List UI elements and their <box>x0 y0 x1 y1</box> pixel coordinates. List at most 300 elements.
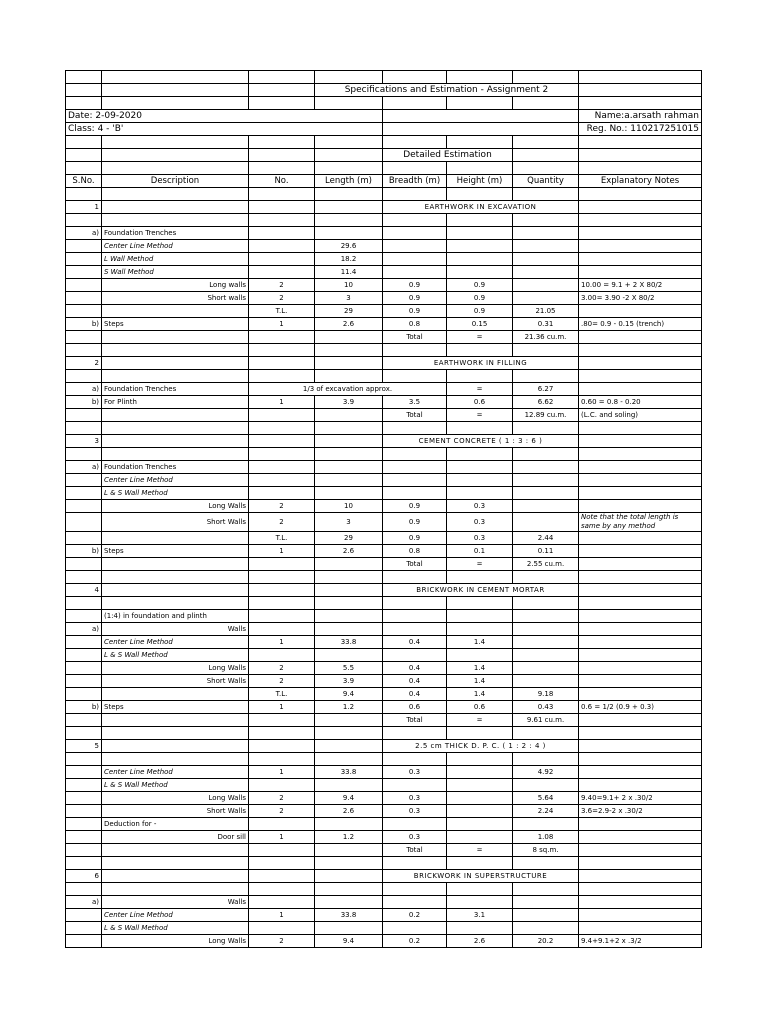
table-cell[interactable]: a) <box>66 461 102 474</box>
table-cell[interactable] <box>447 610 513 623</box>
table-cell[interactable] <box>66 935 102 948</box>
table-cell[interactable] <box>513 422 579 435</box>
table-cell[interactable] <box>579 636 702 649</box>
table-cell[interactable]: 2.55 cu.m. <box>513 558 579 571</box>
table-cell[interactable]: 10.00 = 9.1 + 2 X 80/2 <box>579 279 702 292</box>
table-cell[interactable] <box>383 240 447 253</box>
table-cell[interactable]: L & S Wall Method <box>102 649 249 662</box>
table-cell[interactable]: Walls <box>102 896 249 909</box>
table-cell[interactable] <box>315 896 383 909</box>
table-cell[interactable]: Center Line Method <box>102 636 249 649</box>
table-cell[interactable] <box>66 831 102 844</box>
table-cell[interactable] <box>447 266 513 279</box>
table-cell[interactable] <box>66 487 102 500</box>
explanatory-note[interactable]: Note that the total length is same by any method <box>579 513 702 532</box>
table-cell[interactable] <box>447 448 513 461</box>
table-cell[interactable] <box>102 597 249 610</box>
table-cell[interactable]: 0.4 <box>383 662 447 675</box>
table-cell[interactable] <box>513 253 579 266</box>
table-cell[interactable]: 4.92 <box>513 766 579 779</box>
table-cell[interactable] <box>447 922 513 935</box>
table-cell[interactable] <box>579 818 702 831</box>
table-cell[interactable]: 0.6 <box>383 701 447 714</box>
table-cell[interactable] <box>249 422 315 435</box>
table-cell[interactable]: 0.6 <box>447 396 513 409</box>
table-cell[interactable]: 0.9 <box>383 292 447 305</box>
table-cell[interactable] <box>102 727 249 740</box>
table-cell[interactable]: L & S Wall Method <box>102 779 249 792</box>
table-cell[interactable] <box>447 370 513 383</box>
table-cell[interactable]: 0.6 <box>447 701 513 714</box>
table-cell[interactable] <box>513 883 579 896</box>
table-cell[interactable] <box>66 909 102 922</box>
table-cell[interactable] <box>102 714 249 727</box>
table-cell[interactable] <box>383 370 447 383</box>
table-cell[interactable] <box>383 474 447 487</box>
table-cell[interactable]: Foundation Trenches <box>102 383 249 396</box>
table-cell[interactable] <box>383 461 447 474</box>
table-cell[interactable]: 1 <box>249 396 315 409</box>
table-cell[interactable] <box>579 584 702 597</box>
table-cell[interactable] <box>579 688 702 701</box>
table-cell[interactable]: .80= 0.9 - 0.15 (trench) <box>579 318 702 331</box>
table-cell[interactable] <box>447 597 513 610</box>
table-cell[interactable] <box>249 571 315 584</box>
table-cell[interactable] <box>383 753 447 766</box>
table-cell[interactable] <box>513 370 579 383</box>
table-cell[interactable]: Walls <box>102 623 249 636</box>
table-cell[interactable]: 1.2 <box>315 701 383 714</box>
table-cell[interactable]: 0.3 <box>447 513 513 532</box>
table-cell[interactable] <box>315 922 383 935</box>
table-cell[interactable] <box>249 266 315 279</box>
table-cell[interactable] <box>447 422 513 435</box>
table-cell[interactable] <box>315 461 383 474</box>
table-cell[interactable] <box>315 201 383 214</box>
table-cell[interactable]: Total <box>383 558 447 571</box>
table-cell[interactable] <box>66 240 102 253</box>
table-cell[interactable] <box>66 714 102 727</box>
table-cell[interactable] <box>447 883 513 896</box>
table-cell[interactable]: 1.4 <box>447 662 513 675</box>
table-cell[interactable] <box>249 883 315 896</box>
table-cell[interactable]: 9.40=9.1+ 2 x .30/2 <box>579 792 702 805</box>
table-cell[interactable] <box>579 500 702 513</box>
table-cell[interactable] <box>249 779 315 792</box>
table-cell[interactable] <box>66 792 102 805</box>
table-cell[interactable] <box>513 610 579 623</box>
name-cell[interactable]: Name:a.arsath rahman <box>579 110 702 123</box>
table-cell[interactable]: 1 <box>66 201 102 214</box>
table-cell[interactable] <box>249 201 315 214</box>
table-cell[interactable]: 0.9 <box>383 279 447 292</box>
table-cell[interactable]: L Wall Method <box>102 253 249 266</box>
table-cell[interactable] <box>579 532 702 545</box>
table-cell[interactable] <box>447 779 513 792</box>
table-cell[interactable]: a) <box>66 227 102 240</box>
table-cell[interactable] <box>579 253 702 266</box>
table-cell[interactable]: 2.6 <box>447 935 513 948</box>
table-cell[interactable] <box>102 870 249 883</box>
table-cell[interactable]: 1 <box>249 909 315 922</box>
table-cell[interactable]: 11.4 <box>315 266 383 279</box>
table-cell[interactable]: 1 <box>249 831 315 844</box>
table-cell[interactable]: 2 <box>249 675 315 688</box>
header-breadth[interactable]: Breadth (m) <box>383 175 447 188</box>
sheet-title[interactable]: Specifications and Estimation - Assignment 2 <box>315 84 579 97</box>
table-cell[interactable] <box>579 227 702 240</box>
table-cell[interactable] <box>249 844 315 857</box>
table-cell[interactable] <box>579 305 702 318</box>
table-cell[interactable] <box>579 558 702 571</box>
table-cell[interactable]: Long Walls <box>102 500 249 513</box>
table-cell[interactable]: 12.89 cu.m. <box>513 409 579 422</box>
table-cell[interactable] <box>249 727 315 740</box>
table-cell[interactable] <box>249 740 315 753</box>
table-cell[interactable] <box>447 831 513 844</box>
table-cell[interactable]: b) <box>66 701 102 714</box>
table-cell[interactable] <box>447 253 513 266</box>
table-cell[interactable] <box>249 448 315 461</box>
table-cell[interactable]: = <box>447 331 513 344</box>
table-cell[interactable] <box>249 584 315 597</box>
table-cell[interactable]: 9.61 cu.m. <box>513 714 579 727</box>
table-cell[interactable]: 0.3 <box>383 831 447 844</box>
table-cell[interactable] <box>315 370 383 383</box>
table-cell[interactable] <box>383 597 447 610</box>
table-cell[interactable] <box>315 649 383 662</box>
table-cell[interactable] <box>315 623 383 636</box>
table-cell[interactable]: 29.6 <box>315 240 383 253</box>
table-cell[interactable]: 1/3 of excavation approx. <box>249 383 447 396</box>
table-cell[interactable] <box>315 487 383 500</box>
table-cell[interactable] <box>383 227 447 240</box>
table-cell[interactable] <box>579 844 702 857</box>
table-cell[interactable] <box>249 818 315 831</box>
table-cell[interactable] <box>383 344 447 357</box>
table-cell[interactable]: 0.9 <box>383 532 447 545</box>
table-cell[interactable] <box>66 448 102 461</box>
table-cell[interactable] <box>513 279 579 292</box>
table-cell[interactable] <box>383 896 447 909</box>
table-cell[interactable] <box>102 740 249 753</box>
table-cell[interactable] <box>66 844 102 857</box>
table-cell[interactable] <box>315 474 383 487</box>
table-cell[interactable] <box>102 331 249 344</box>
header-length[interactable]: Length (m) <box>315 175 383 188</box>
table-cell[interactable] <box>102 201 249 214</box>
table-cell[interactable]: 0.2 <box>383 935 447 948</box>
table-cell[interactable]: a) <box>66 623 102 636</box>
table-cell[interactable]: 0.3 <box>447 500 513 513</box>
table-cell[interactable] <box>249 870 315 883</box>
table-cell[interactable] <box>249 610 315 623</box>
table-cell[interactable] <box>513 292 579 305</box>
table-cell[interactable] <box>66 344 102 357</box>
table-cell[interactable] <box>66 474 102 487</box>
table-cell[interactable] <box>102 435 249 448</box>
table-cell[interactable] <box>513 240 579 253</box>
table-cell[interactable]: 0.4 <box>383 636 447 649</box>
table-cell[interactable]: Steps <box>102 318 249 331</box>
table-cell[interactable] <box>102 857 249 870</box>
table-cell[interactable] <box>249 370 315 383</box>
table-cell[interactable]: 3.6=2.9-2 x .30/2 <box>579 805 702 818</box>
table-cell[interactable]: 0.60 = 0.8 - 0.20 <box>579 396 702 409</box>
table-cell[interactable] <box>315 610 383 623</box>
table-cell[interactable]: Steps <box>102 545 249 558</box>
table-cell[interactable] <box>102 844 249 857</box>
table-cell[interactable] <box>315 818 383 831</box>
table-cell[interactable]: 0.8 <box>383 545 447 558</box>
table-cell[interactable] <box>249 922 315 935</box>
table-cell[interactable] <box>513 753 579 766</box>
table-cell[interactable]: = <box>447 558 513 571</box>
table-cell[interactable]: 9.4 <box>315 935 383 948</box>
table-cell[interactable] <box>579 623 702 636</box>
table-cell[interactable] <box>579 461 702 474</box>
header-notes[interactable]: Explanatory Notes <box>579 175 702 188</box>
table-cell[interactable] <box>579 266 702 279</box>
table-cell[interactable]: Center Line Method <box>102 240 249 253</box>
table-cell[interactable]: 0.9 <box>383 305 447 318</box>
table-cell[interactable]: Center Line Method <box>102 474 249 487</box>
table-cell[interactable] <box>315 857 383 870</box>
table-cell[interactable]: 0.9 <box>383 513 447 532</box>
sheet-subtitle[interactable]: Detailed Estimation <box>383 149 513 162</box>
table-cell[interactable] <box>66 532 102 545</box>
table-cell[interactable] <box>579 857 702 870</box>
table-cell[interactable] <box>579 675 702 688</box>
table-cell[interactable]: 2 <box>249 662 315 675</box>
table-cell[interactable]: Foundation Trenches <box>102 461 249 474</box>
table-cell[interactable] <box>102 370 249 383</box>
table-cell[interactable] <box>102 357 249 370</box>
table-cell[interactable] <box>315 435 383 448</box>
table-cell[interactable] <box>66 883 102 896</box>
table-cell[interactable]: = <box>447 409 513 422</box>
table-cell[interactable]: 0.4 <box>383 688 447 701</box>
table-cell[interactable] <box>66 266 102 279</box>
table-cell[interactable] <box>66 922 102 935</box>
table-cell[interactable] <box>383 253 447 266</box>
table-cell[interactable] <box>249 623 315 636</box>
table-cell[interactable] <box>579 545 702 558</box>
table-cell[interactable]: S Wall Method <box>102 266 249 279</box>
table-cell[interactable]: 33.8 <box>315 636 383 649</box>
table-cell[interactable]: 3.5 <box>383 396 447 409</box>
table-cell[interactable] <box>447 818 513 831</box>
table-cell[interactable] <box>315 870 383 883</box>
table-cell[interactable] <box>447 766 513 779</box>
table-cell[interactable]: 2.24 <box>513 805 579 818</box>
table-cell[interactable] <box>66 500 102 513</box>
table-cell[interactable] <box>249 344 315 357</box>
table-cell[interactable] <box>66 279 102 292</box>
table-cell[interactable] <box>579 753 702 766</box>
table-cell[interactable]: 6.27 <box>513 383 579 396</box>
table-cell[interactable] <box>383 487 447 500</box>
table-cell[interactable]: (1:4) in foundation and plinth <box>102 610 249 623</box>
table-cell[interactable] <box>249 597 315 610</box>
table-cell[interactable] <box>315 844 383 857</box>
table-cell[interactable]: 0.3 <box>383 805 447 818</box>
table-cell[interactable] <box>249 461 315 474</box>
table-cell[interactable]: Short walls <box>102 292 249 305</box>
table-cell[interactable] <box>513 344 579 357</box>
table-cell[interactable] <box>315 409 383 422</box>
table-cell[interactable] <box>66 727 102 740</box>
table-cell[interactable] <box>66 331 102 344</box>
table-cell[interactable] <box>66 370 102 383</box>
table-cell[interactable] <box>447 487 513 500</box>
table-cell[interactable] <box>579 740 702 753</box>
table-cell[interactable] <box>315 714 383 727</box>
table-cell[interactable] <box>102 688 249 701</box>
table-cell[interactable]: 1 <box>249 318 315 331</box>
section-title[interactable]: EARTHWORK IN EXCAVATION <box>383 201 579 214</box>
table-cell[interactable] <box>249 409 315 422</box>
table-cell[interactable] <box>579 435 702 448</box>
table-cell[interactable] <box>315 227 383 240</box>
table-cell[interactable] <box>447 727 513 740</box>
table-cell[interactable]: Long walls <box>102 279 249 292</box>
table-cell[interactable] <box>66 571 102 584</box>
table-cell[interactable]: 1 <box>249 766 315 779</box>
table-cell[interactable] <box>249 753 315 766</box>
table-cell[interactable] <box>315 448 383 461</box>
table-cell[interactable] <box>447 344 513 357</box>
table-cell[interactable]: 6 <box>66 870 102 883</box>
table-cell[interactable] <box>66 857 102 870</box>
table-cell[interactable]: Deduction for - <box>102 818 249 831</box>
table-cell[interactable] <box>249 240 315 253</box>
table-cell[interactable]: 2 <box>249 292 315 305</box>
table-cell[interactable] <box>315 597 383 610</box>
header-description[interactable]: Description <box>102 175 249 188</box>
table-cell[interactable] <box>447 792 513 805</box>
table-cell[interactable] <box>249 558 315 571</box>
table-cell[interactable] <box>383 857 447 870</box>
table-cell[interactable] <box>579 779 702 792</box>
table-cell[interactable]: For Plinth <box>102 396 249 409</box>
table-cell[interactable] <box>513 896 579 909</box>
table-cell[interactable]: 1 <box>249 545 315 558</box>
table-cell[interactable] <box>315 753 383 766</box>
table-cell[interactable]: 18.2 <box>315 253 383 266</box>
table-cell[interactable]: 0.4 <box>383 675 447 688</box>
table-cell[interactable]: 3 <box>66 435 102 448</box>
table-cell[interactable] <box>102 571 249 584</box>
table-cell[interactable] <box>315 584 383 597</box>
table-cell[interactable] <box>513 597 579 610</box>
table-cell[interactable]: Total <box>383 331 447 344</box>
table-cell[interactable]: 29 <box>315 532 383 545</box>
table-cell[interactable] <box>513 909 579 922</box>
table-cell[interactable]: Long Walls <box>102 792 249 805</box>
table-cell[interactable] <box>579 448 702 461</box>
section-title[interactable]: 2.5 cm THICK D. P. C. ( 1 : 2 : 4 ) <box>383 740 579 753</box>
table-cell[interactable]: (L.C. and soling) <box>579 409 702 422</box>
table-cell[interactable]: b) <box>66 545 102 558</box>
table-cell[interactable] <box>513 636 579 649</box>
table-cell[interactable]: 2 <box>249 935 315 948</box>
table-cell[interactable] <box>383 448 447 461</box>
table-cell[interactable] <box>579 487 702 500</box>
table-cell[interactable] <box>579 422 702 435</box>
table-cell[interactable] <box>249 714 315 727</box>
table-cell[interactable] <box>513 214 579 227</box>
table-cell[interactable]: 3.9 <box>315 675 383 688</box>
table-cell[interactable]: 0.6 = 1/2 (0.9 + 0.3) <box>579 701 702 714</box>
table-cell[interactable]: 0.31 <box>513 318 579 331</box>
table-cell[interactable] <box>102 305 249 318</box>
table-cell[interactable]: a) <box>66 383 102 396</box>
table-cell[interactable] <box>315 727 383 740</box>
table-cell[interactable] <box>66 558 102 571</box>
table-cell[interactable] <box>249 253 315 266</box>
table-cell[interactable] <box>513 857 579 870</box>
table-cell[interactable] <box>66 675 102 688</box>
table-cell[interactable]: 0.11 <box>513 545 579 558</box>
table-cell[interactable] <box>579 727 702 740</box>
table-cell[interactable]: 3 <box>315 513 383 532</box>
table-cell[interactable] <box>249 487 315 500</box>
table-cell[interactable]: 33.8 <box>315 909 383 922</box>
table-cell[interactable]: = <box>447 383 513 396</box>
table-cell[interactable] <box>447 857 513 870</box>
table-cell[interactable]: Steps <box>102 701 249 714</box>
table-cell[interactable]: 2 <box>249 792 315 805</box>
table-cell[interactable]: 1 <box>249 701 315 714</box>
table-cell[interactable] <box>66 610 102 623</box>
table-cell[interactable] <box>513 649 579 662</box>
table-cell[interactable] <box>315 214 383 227</box>
section-title[interactable]: EARTHWORK IN FILLING <box>383 357 579 370</box>
table-cell[interactable] <box>315 422 383 435</box>
table-cell[interactable] <box>579 571 702 584</box>
table-cell[interactable] <box>249 331 315 344</box>
table-cell[interactable] <box>579 357 702 370</box>
table-cell[interactable] <box>513 448 579 461</box>
table-cell[interactable] <box>513 662 579 675</box>
table-cell[interactable]: 0.3 <box>383 792 447 805</box>
table-cell[interactable]: Foundation Trenches <box>102 227 249 240</box>
table-cell[interactable] <box>579 201 702 214</box>
table-cell[interactable]: 2.6 <box>315 545 383 558</box>
table-cell[interactable]: 0.9 <box>383 500 447 513</box>
table-cell[interactable] <box>315 571 383 584</box>
table-cell[interactable] <box>66 818 102 831</box>
table-cell[interactable] <box>102 753 249 766</box>
table-cell[interactable]: 8 sq.m. <box>513 844 579 857</box>
table-cell[interactable]: 9.4 <box>315 792 383 805</box>
table-cell[interactable] <box>579 662 702 675</box>
table-cell[interactable] <box>383 922 447 935</box>
table-cell[interactable]: 1 <box>249 636 315 649</box>
table-cell[interactable] <box>66 292 102 305</box>
table-cell[interactable]: 2.6 <box>315 805 383 818</box>
table-cell[interactable]: 9.4 <box>315 688 383 701</box>
table-cell[interactable] <box>383 610 447 623</box>
table-cell[interactable] <box>66 253 102 266</box>
table-cell[interactable] <box>579 870 702 883</box>
table-cell[interactable] <box>315 331 383 344</box>
table-cell[interactable] <box>579 922 702 935</box>
table-cell[interactable] <box>513 266 579 279</box>
table-cell[interactable]: 2 <box>249 500 315 513</box>
table-cell[interactable] <box>447 753 513 766</box>
